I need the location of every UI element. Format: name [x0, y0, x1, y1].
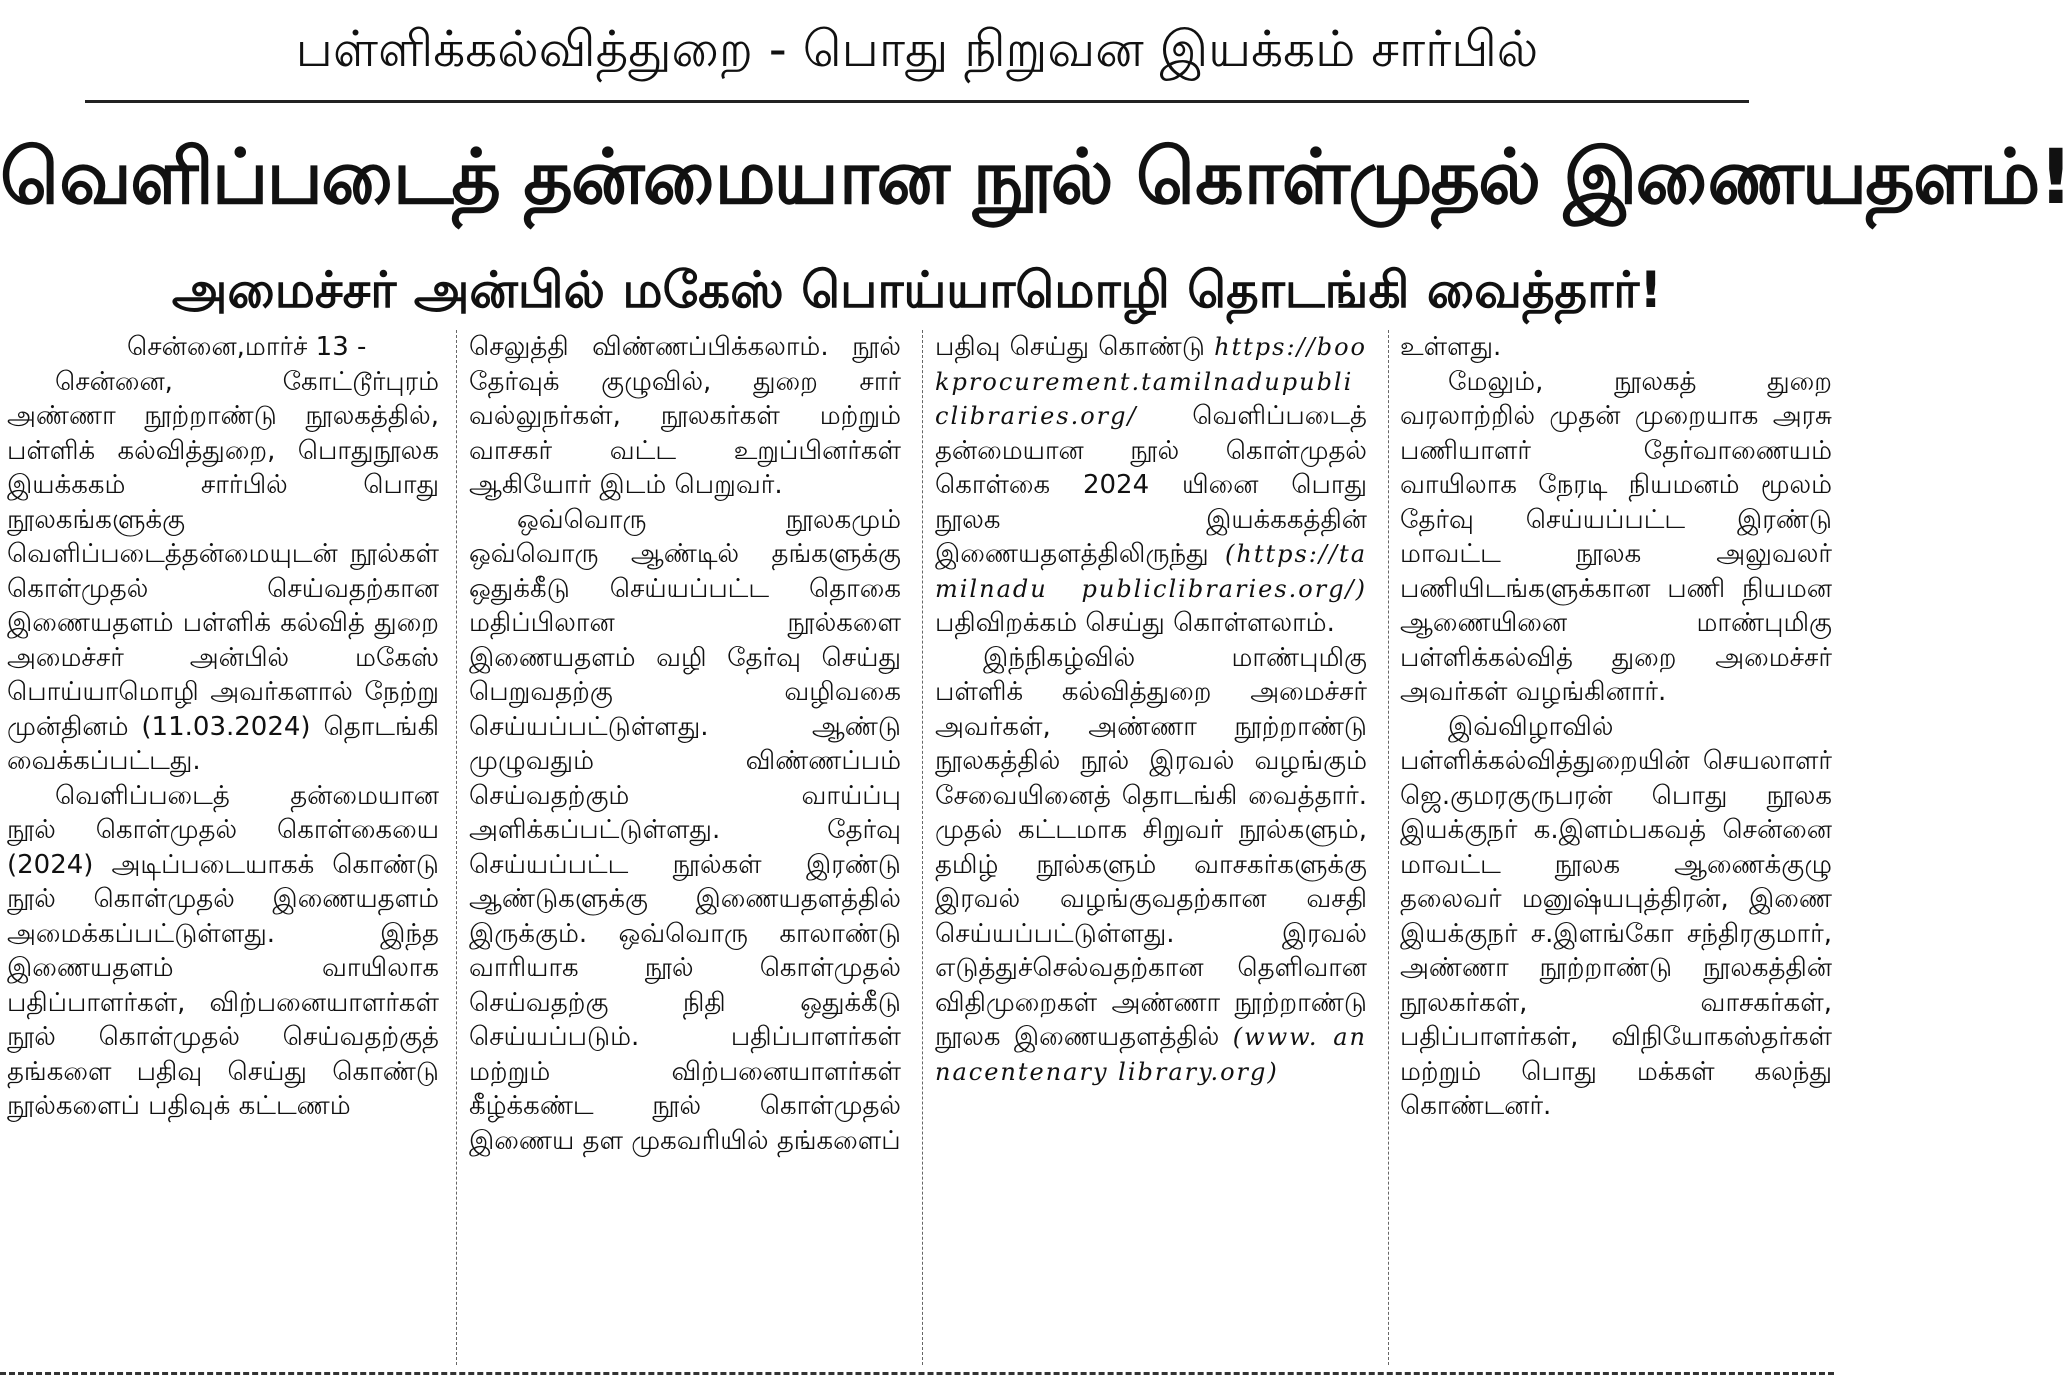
annacentenary-url-link[interactable]: (www. annacentenary library.org)	[935, 1023, 1368, 1086]
top-rule	[85, 100, 1749, 103]
paragraph: சென்னை, கோட்டூர்புரம் அண்ணா நூற்றாண்டு நூலகத்தில், பள்ளிக் கல்வித்துறை, பொதுநூலக இயக்ககம் சார்பில் பொது நூலகங்களுக்கு வெளிப்படைத்தன்மையுடன் நூல்கள் கொள்முதல் செய்வதற்கான இணையதளம் பள்ளிக் கல்வித் துறை அமைச்சர் அன்பில் மகேஸ் பொய்யாமொழி அவர்களால் நேற்று முன்தினம் (11.03.2024) தொடங்கி வைக்கப்பட்டது.	[7, 366, 439, 776]
column-divider	[456, 330, 457, 1365]
headline: வெளிப்படைத் தன்மையான நூல் கொள்முதல் இணையதளம்!	[0, 132, 2071, 221]
dateline: சென்னை,மார்ச் 13 -	[127, 332, 367, 362]
article-column-4	[1400, 330, 1832, 1365]
paragraph	[935, 330, 1367, 641]
text-run: இந்நிகழ்வில் மாண்புமிகு பள்ளிக் கல்வித்துறை அமைச்சர் அவர்கள், அண்ணா நூற்றாண்டு நூலகத்தில் நூல் இரவல் வழங்கும் சேவையினைத் தொடங்கி வைத்தார். முதல் கட்டமாக சிறுவர் நூல்களும், தமிழ் நூல்களும் வாசகர்களுக்கு இரவல் வழங்குவதற்கான வசதி செய்யப்பட்டுள்ளது. இரவல் எடுத்துச்செல்வதற்கான தெளிவான விதிமுறைகள் அண்ணா நூற்றாண்டு நூலக இணையதளத்தில்	[935, 642, 1367, 1052]
subheadline: அமைச்சர் அன்பில் மகேஸ் பொய்யாமொழி தொடங்கி வைத்தார்!	[171, 261, 1663, 319]
article-body	[0, 330, 1834, 1365]
paragraph: ஒவ்வொரு நூலகமும் ஒவ்வொரு ஆண்டில் தங்களுக்கு ஒதுக்கீடு செய்யப்பட்ட தொகை மதிப்பிலான நூல்களை இணையதளம் வழி தேர்வு செய்து பெறுவதற்கு வழிவகை செய்யப்பட்டுள்ளது. ஆண்டு முழுவதும் விண்ணப்பம் செய்வதற்கும் வாய்ப்பு அளிக்கப்பட்டுள்ளது. தேர்வு செய்யப்பட்ட நூல்கள் இரண்டு ஆண்டுகளுக்கு இணையதளத்தில் இருக்கும். ஒவ்வொரு காலாண்டு வாரியாக நூல் கொள்முதல் செய்வதற்கு நிதி ஒதுக்கீடு செய்யப்படும். பதிப்பாளர்கள் மற்றும் விற்பனையாளர்கள் கீழ்க்கண்ட நூல் கொள்முதல் இணைய தள முகவரியில் தங்களைப்	[469, 504, 901, 1156]
paragraph	[935, 641, 1367, 1090]
article-column-1	[7, 330, 439, 1365]
text-run: வெளிப்படைத் தன்மையான நூல் கொள்முதல் கொள்கை 2024 யினை பொது நூலக இயக்ககத்தின் இணையதளத்திலிருந்து	[935, 401, 1367, 569]
column-divider	[922, 330, 923, 1365]
kicker-line: பள்ளிக்கல்வித்துறை - பொது நிறுவன இயக்கம் சார்பில்	[295, 20, 1539, 78]
article-column-3	[935, 330, 1367, 1365]
procurement-url-link[interactable]: https://bookprocurement.tamilnadupubliclibraries.org/	[935, 333, 1368, 430]
column-divider	[1388, 330, 1389, 1365]
paragraph: உள்ளது.	[1400, 332, 1502, 362]
article-column-2	[469, 330, 901, 1365]
paragraph: இவ்விழாவில் பள்ளிக்கல்வித்துறையின் செயலாளர் ஜெ.குமரகுருபரன் பொது நூலக இயக்குநர் க.இளம்பகவத் சென்னை மாவட்ட நூலக ஆணைக்குழு தலைவர் மனுஷ்யபுத்திரன், இணை இயக்குநர் ச.இளங்கோ சந்திரகுமார், அண்ணா நூற்றாண்டு நூலகத்தின் நூலகர்கள், வாசகர்கள், பதிப்பாளர்கள், விநியோகஸ்தர்கள் மற்றும் பொது மக்கள் கலந்து கொண்டனர்.	[1400, 711, 1832, 1121]
paragraph: மேலும், நூலகத் துறை வரலாற்றில் முதன் முறையாக அரசு பணியாளர் தேர்வாணையம் வாயிலாக நேரடி நியமனம் மூலம் தேர்வு செய்யப்பட்ட இரண்டு மாவட்ட நூலக அலுவலர் பணியிடங்களுக்கான பணி நியமன ஆணையினை மாண்புமிகு பள்ளிக்கல்வித் துறை அமைச்சர் அவர்கள் வழங்கினார்.	[1400, 366, 1832, 707]
bottom-rule	[0, 1372, 1834, 1375]
text-run: பதிவு செய்து கொண்டு	[935, 332, 1205, 362]
text-run: பதிவிறக்கம் செய்து கொள்ளலாம்.	[935, 608, 1335, 638]
paragraph: செலுத்தி விண்ணப்பிக்கலாம். நூல் தேர்வுக் குழுவில், துறை சார் வல்லுநர்கள், நூலகர்கள் மற்றும் வாசகர் வட்ட உறுப்பினர்கள் ஆகியோர் இடம் பெறுவர்.	[469, 332, 901, 500]
libraries-url-link[interactable]: (https://tamilnadu publiclibraries.org/)	[935, 540, 1367, 603]
paragraph: வெளிப்படைத் தன்மையான நூல் கொள்முதல் கொள்கையை (2024) அடிப்படையாகக் கொண்டு நூல் கொள்முதல் இணையதளம் அமைக்கப்பட்டுள்ளது. இந்த இணையதளம் வாயிலாக பதிப்பாளர்கள், விற்பனையாளர்கள் நூல் கொள்முதல் செய்வதற்குத் தங்களை பதிவு செய்து கொண்டு நூல்களைப் பதிவுக் கட்டணம்	[7, 780, 439, 1121]
